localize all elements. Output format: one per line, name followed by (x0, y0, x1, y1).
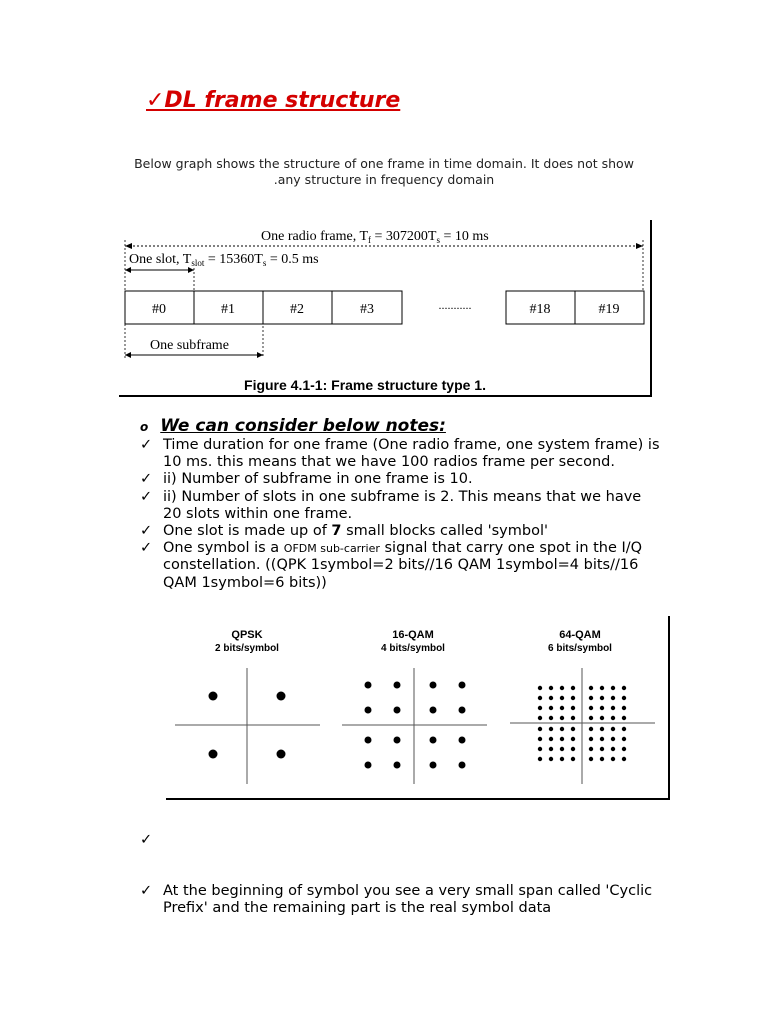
qam64-point (622, 686, 626, 690)
qam64-point (538, 737, 542, 741)
qam64-point (560, 737, 564, 741)
note-item: ✓ At the beginning of symbol you see a very small span called 'Cyclic Prefix' and the remaining part is the real symbol data (140, 883, 653, 917)
qam64-point (611, 757, 615, 761)
intro-line-2: .any structure in frequency domain (273, 172, 495, 187)
qam64-point (538, 757, 542, 761)
qam64-point (589, 686, 593, 690)
qam64-point (538, 727, 542, 731)
qam64-point (538, 696, 542, 700)
checkmark-icon: ✓ (140, 488, 153, 505)
qam64-point (600, 706, 604, 710)
qam64-point (611, 727, 615, 731)
qam64-point (549, 747, 553, 751)
slot-label-2: #2 (290, 302, 304, 317)
qam64-point (611, 686, 615, 690)
qpsk-subtitle: 2 bits/symbol (215, 643, 279, 654)
notes-heading-text: We can consider below notes: (160, 416, 446, 436)
qam64-point (600, 747, 604, 751)
qam64-title: 64-QAM (559, 629, 601, 641)
notes-list-continued (140, 832, 660, 849)
qam64-point (549, 757, 553, 761)
note-item: ✓ One symbol is a OFDM sub-carrier signal that carry one spot in the I/Q constellation. ((QPK 1symbol=2 bits//16 QAM 1symbol=4 bits//16 QAM 1symbol=6 bits)) (140, 540, 643, 591)
note-item: ✓ ii) Number of subframe in one frame is 10. (140, 471, 473, 488)
note-item: ✓ Time duration for one frame (One radio frame, one system frame) is 10 ms. this means that we have 100 radios frame per second. (140, 437, 660, 471)
qam64-point (589, 747, 593, 751)
qam64-point (611, 737, 615, 741)
qam64-point (611, 747, 615, 751)
qam64-point (611, 696, 615, 700)
qam64-point (571, 727, 575, 731)
qpsk-title: QPSK (231, 629, 263, 641)
slot-label-18: #18 (529, 302, 551, 317)
checkmark-icon: ✓ (140, 883, 153, 899)
qam64-point (560, 716, 564, 720)
frame-structure-figure (115, 218, 660, 400)
qam64-point (600, 686, 604, 690)
checkmark-icon: ✓ (140, 437, 153, 453)
qam64-point (622, 757, 626, 761)
qam64-point (589, 696, 593, 700)
ellipsis-dots: ........... (438, 298, 472, 312)
qam64-point (549, 686, 553, 690)
qam16-title: 16-QAM (392, 629, 434, 641)
qam64-point (571, 747, 575, 751)
qam64-point (622, 716, 626, 720)
qam64-point (622, 706, 626, 710)
qam64-point (589, 706, 593, 710)
notes-list-final (140, 883, 660, 917)
qam64-point (589, 737, 593, 741)
qam64-point (549, 716, 553, 720)
slot-label-0: #0 (152, 302, 166, 317)
qam64-point (549, 696, 553, 700)
notes-heading (140, 416, 446, 436)
checkmark-icon: ✓ (140, 540, 153, 557)
checkmark-icon: ✓ (140, 523, 153, 540)
qam64-point (549, 706, 553, 710)
qam64-point (549, 727, 553, 731)
radio-frame-label: One radio frame, $T_f = 307200T_s = 10$ ms (261, 229, 489, 245)
slot-label-3: #3 (360, 302, 374, 317)
qam64-point (560, 727, 564, 731)
qam64-point (560, 706, 564, 710)
slot-label-1: #1 (221, 302, 235, 317)
qam64-point (600, 727, 604, 731)
qam64-point (571, 706, 575, 710)
qam64-point (600, 696, 604, 700)
subframe-label: One subframe (150, 338, 229, 353)
qam64-point (538, 716, 542, 720)
qam64-point (622, 737, 626, 741)
qam64-point (571, 696, 575, 700)
qam64-point (560, 686, 564, 690)
constellation-figure (160, 616, 672, 802)
heading-bullet: o (140, 420, 149, 434)
qam64-subtitle: 6 bits/symbol (548, 643, 612, 654)
qam64-point (611, 706, 615, 710)
note-item-empty (140, 832, 660, 849)
qam64-point (571, 686, 575, 690)
qam64-point (600, 757, 604, 761)
qam64-point (560, 696, 564, 700)
qam64-point (622, 727, 626, 731)
figure-caption: Figure 4.1-1: Frame structure type 1. (244, 377, 486, 393)
notes-list (140, 437, 660, 592)
qam64-point (589, 727, 593, 731)
qam64-point (560, 757, 564, 761)
qam64-point (589, 757, 593, 761)
checkmark-icon: ✓ (140, 832, 153, 848)
qam64-point (538, 747, 542, 751)
qam64-point (538, 706, 542, 710)
qam64-point (622, 747, 626, 751)
qam64-point (538, 686, 542, 690)
radio-frame-arrow-right-head (636, 243, 643, 249)
radio-frame-arrow-left-head (125, 243, 132, 249)
slot-label-19: #19 (598, 302, 620, 317)
note-item: ✓ ii) Number of slots in one subframe is 2. This means that we have 20 slots within one frame. (140, 488, 642, 522)
qam16-subtitle: 4 bits/symbol (381, 643, 445, 654)
qam64-point (571, 716, 575, 720)
intro-line-1: Below graph shows the structure of one frame in time domain. It does not show (134, 156, 634, 171)
qam64-point (600, 716, 604, 720)
qam64-point (622, 696, 626, 700)
qam64-point (600, 737, 604, 741)
page-title: ✓DL frame structure (146, 88, 401, 113)
qam64-point (560, 747, 564, 751)
qam64-point (589, 716, 593, 720)
qam64-point (611, 716, 615, 720)
qam64-point (571, 757, 575, 761)
qam64-point (571, 737, 575, 741)
note-item: ✓ One slot is made up of 7 small blocks called 'symbol' (140, 523, 548, 540)
checkmark-icon: ✓ (140, 471, 153, 488)
qam64-point (549, 737, 553, 741)
slot-label: One slot, $T_{slot} = 15360T_s = 0.5$ ms (129, 252, 319, 268)
